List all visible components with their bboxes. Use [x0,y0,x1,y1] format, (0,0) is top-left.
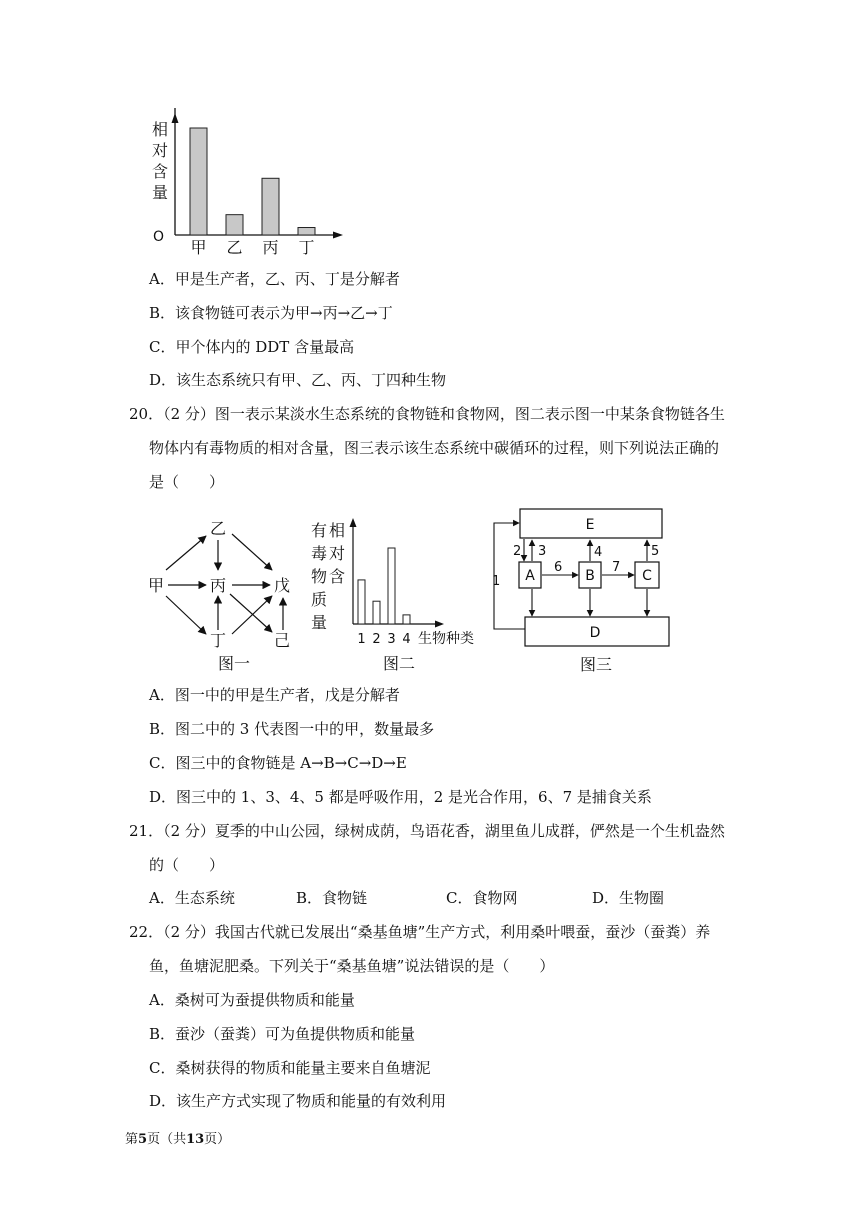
fig3-caption: 图三 [580,655,613,674]
page-footer [125,1131,230,1149]
arrow-jia-yi [166,536,206,570]
q20-option-d: D．图三中的 1、3、4、5 都是呼吸作用，2 是光合作用，6、7 是捕食关系 [149,788,652,806]
q20-option-c: C．图三中的食物链是 A→B→C→D→E [149,754,407,772]
y-axis-arrow [350,518,357,527]
y-axis-arrow [172,113,179,123]
q22-stem-line-2: 鱼，鱼塘泥肥桑。下列关于“桑基鱼塘”说法错误的是（ ） [149,957,555,975]
q19-option-a: A．甲是生产者，乙、丙、丁是分解者 [149,270,400,288]
q21-option-a: A．生态系统 [149,889,235,907]
x-tick-label: 甲 [190,238,207,257]
footer-suffix: 页） [204,1132,231,1147]
bar-2 [226,215,243,235]
arrow-label-4: 4 [594,545,603,560]
food-web-figure [140,512,310,677]
footer-mid: 页（共 [147,1132,187,1147]
q22-option-d: D．该生产方式实现了物质和能量的有效利用 [149,1092,447,1110]
x-tick-label: 2 [372,632,381,647]
arrow-bing-ji [230,594,272,632]
node-ding: 丁 [210,631,227,650]
x-tick-label: 丙 [262,238,279,257]
x-tick-label: 乙 [226,238,243,257]
q21-stem-line-1: 21．（2 分）夏季的中山公园，绿树成荫，鸟语花香，湖里鱼儿成群，俨然是一个生机盎然 [129,822,725,840]
q19-option-c: C．甲个体内的 DDT 含量最高 [149,338,355,356]
y-label-char: 量 [310,613,328,632]
node-wu: 戊 [274,576,291,595]
bar-3 [262,178,279,235]
footer-prefix: 第 [125,1132,139,1147]
q19-option-b: B．该食物链可表示为甲→丙→乙→丁 [149,304,393,322]
origin-label: O [153,229,165,245]
y-axis-label-col2 [329,521,345,586]
y-label-char: 有 [310,521,328,540]
arrow-label-7: 7 [612,560,621,575]
toxin-bar-chart [140,108,350,260]
bar-1 [358,580,365,624]
carbon-cycle-figure [488,505,678,677]
q22-option-b: B．蚕沙（蚕粪）可为鱼提供物质和能量 [149,1025,416,1043]
q22-option-a: A．桑树可为蚕提供物质和能量 [149,991,355,1009]
x-tick-label: 1 [357,632,366,647]
x-axis-label: 生物种类 [418,631,474,647]
toxin-chart-figure [305,512,485,677]
q21-option-d: D．生物圈 [592,889,665,907]
fig1-caption: 图一 [218,654,251,673]
q21-stem-line-2: 的（ ） [149,856,225,874]
footer-total-pages: 13 [186,1132,205,1147]
x-tick-label: 4 [402,632,411,647]
y-label-char: 相 [328,521,346,540]
arrow-label-5: 5 [651,544,660,559]
bar-4 [298,228,315,235]
box-e-label: E [585,517,595,533]
bar-2 [373,601,380,624]
y-label-char: 质 [310,590,328,609]
q19-option-d: D．该生态系统只有甲、乙、丙、丁四种生物 [149,371,447,389]
box-d-label: D [589,625,601,641]
y-axis-label [152,120,168,202]
y-label-char: 对 [151,141,169,160]
y-label-char: 含 [328,567,346,586]
q20-option-b: B．图二中的 3 代表图一中的甲，数量最多 [149,720,435,738]
bar-4 [403,615,410,624]
y-label-char: 毒 [310,544,328,563]
arrow-jia-ding [166,596,206,634]
x-tick-label: 3 [387,632,396,647]
q20-stem-line-3: 是（ ） [149,473,225,491]
x-axis-arrow [435,621,444,628]
y-label-char: 相 [151,120,169,139]
box-c-label: C [642,568,652,584]
node-jia: 甲 [148,576,165,595]
y-label-char: 含 [151,162,169,181]
y-axis-label-col1 [311,521,327,632]
arrow-label-6: 6 [554,560,563,575]
q21-option-c: C．食物网 [446,889,518,907]
arrow-yi-wu [232,534,272,570]
y-label-char: 量 [151,183,169,202]
q22-option-c: C．桑树获得的物质和能量主要来自鱼塘泥 [149,1059,431,1077]
node-bing: 丙 [210,576,227,595]
y-label-char: 物 [310,567,328,586]
arrow-label-3: 3 [538,544,547,559]
node-yi: 乙 [210,519,227,538]
node-ji: 己 [274,631,291,650]
y-label-char: 对 [328,544,346,563]
bar-3 [388,548,395,624]
q21-option-b: B．食物链 [296,889,368,907]
q22-stem-line-1: 22．（2 分）我国古代就已发展出“桑基鱼塘”生产方式，利用桑叶喂蚕，蚕沙（蚕粪）养 [129,923,711,941]
fig2-caption: 图二 [383,654,416,673]
arrow-label-1: 1 [492,574,501,589]
arrow-label-2: 2 [513,544,522,559]
q20-stem-line-1: 20．（2 分）图一表示某淡水生态系统的食物链和食物网，图二表示图一中某条食物链各生 [129,405,725,423]
x-axis-arrow [333,232,343,239]
footer-page-number: 5 [138,1132,148,1147]
box-a-label: A [525,568,535,584]
box-b-label: B [585,568,595,584]
bar-1 [190,128,207,235]
x-tick-label: 丁 [298,238,315,257]
q20-stem-line-2: 物体内有毒物质的相对含量，图三表示该生态系统中碳循环的过程，则下列说法正确的 [149,439,720,457]
q20-option-a: A．图一中的甲是生产者，戊是分解者 [149,686,400,704]
